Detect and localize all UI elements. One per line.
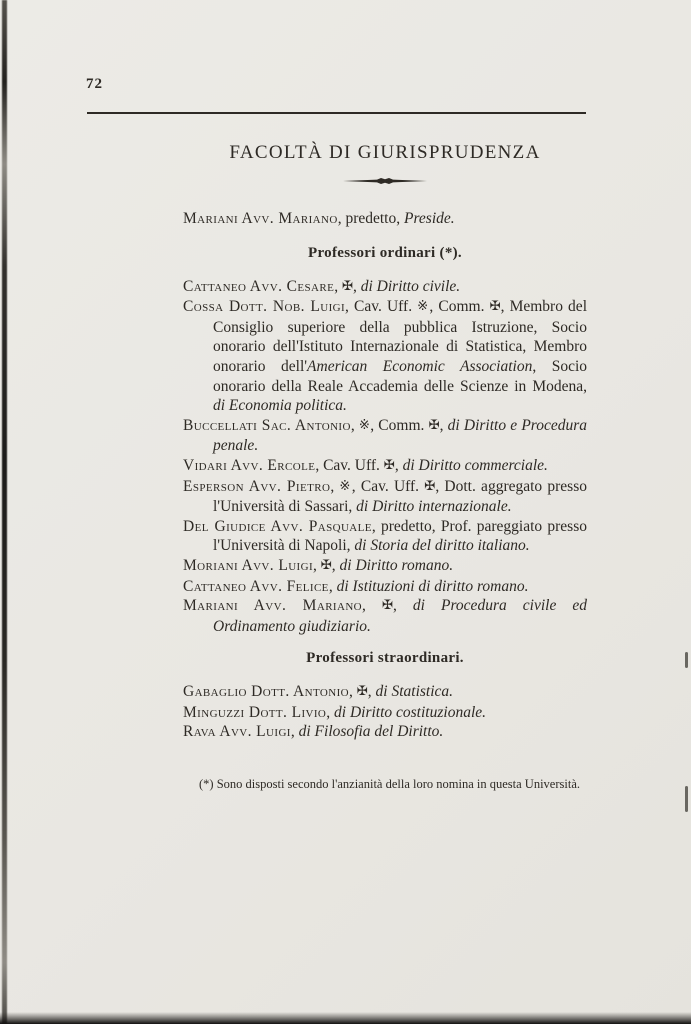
text-segment: di Filosofia del Diritto.	[298, 723, 444, 741]
text-segment: di Storia del diritto italiano.	[354, 537, 530, 555]
section-heading: Professori straordinari.	[306, 650, 464, 667]
text-segment: Rava Avv. Luigi	[183, 723, 291, 741]
decoration-symbol: ✠	[489, 299, 501, 315]
professor-entry	[183, 596, 587, 636]
text-segment: , Cav. Uff.	[351, 477, 425, 495]
text-segment: , Cav. Uff.	[345, 298, 418, 316]
decoration-symbol: ✠	[428, 417, 440, 433]
decoration-symbol: ※	[339, 478, 352, 494]
decoration-symbol: ✠	[424, 478, 436, 494]
text-segment: , Dott. aggregato presso l'Università di Sassari,	[213, 477, 587, 516]
text-segment: ,	[394, 456, 403, 474]
text-segment: , predetto,	[337, 210, 404, 227]
professor-entry	[183, 577, 587, 597]
text-segment: , Comm.	[429, 298, 490, 316]
text-segment: di Istituzioni di diritto romano.	[336, 577, 529, 595]
text-segment: Minguzzi Dott. Livio	[183, 703, 327, 721]
text-segment: di Statistica.	[375, 683, 454, 701]
text-segment: ,	[331, 556, 340, 574]
decoration-symbol: ✠	[381, 598, 393, 614]
decoration-symbol: ✠	[383, 457, 395, 473]
text-segment: , Socio onorario della Reale Accademia delle Scienze in Modena,	[213, 357, 588, 395]
text-segment: ,	[334, 277, 342, 295]
page-number: 72	[86, 76, 103, 92]
text-segment: Mariani Avv. Mariano	[183, 210, 338, 227]
decoration-symbol: ✠	[341, 278, 353, 294]
professor-section	[183, 245, 587, 637]
professor-entry	[183, 277, 587, 298]
text-segment: Mariani Avv. Mariano	[183, 597, 363, 615]
text-segment: ,	[326, 703, 335, 721]
text-segment: , Comm.	[370, 416, 429, 434]
page-binding-shadow	[2, 0, 7, 1024]
text-segment: ,	[330, 477, 340, 495]
professor-entry	[183, 477, 587, 517]
text-segment: ,	[328, 577, 337, 595]
text-segment: , Membro del Consiglio superiore della pubblica Istruzione, Socio onorario dell'Istituto Internazionale di Statistica, Membro onorario dell'	[213, 298, 587, 375]
page-title: FACOLTÀ DI GIURISPRUDENZA	[229, 142, 541, 163]
page-bottom-shadow	[0, 1012, 691, 1024]
text-segment: Gabaglio Dott. Antonio	[183, 683, 349, 701]
text-segment: di Procedura civile ed Ordinamento giudiziario.	[213, 597, 588, 635]
professor-entry	[183, 682, 587, 703]
scan-edge-mark	[685, 652, 688, 668]
text-segment: , predetto, Prof. pareggiato presso l'Università di Napoli,	[213, 517, 587, 555]
footnote: (*) Sono disposti secondo l'anzianità della loro nomina in questa Università.	[199, 777, 580, 792]
text-segment: di Diritto romano.	[339, 556, 454, 574]
text-segment: Vidari Avv. Ercole	[183, 456, 316, 474]
professor-entry	[183, 416, 587, 456]
text-segment: Cossa Dott. Nob. Luigi	[183, 298, 346, 316]
text-segment: di Diritto e Procedura penale.	[213, 416, 588, 455]
text-segment: di Diritto commerciale.	[402, 456, 548, 474]
decoration-symbol: ✠	[320, 557, 332, 573]
text-segment: di Economia politica.	[213, 397, 347, 415]
text-segment: ,	[367, 683, 376, 701]
professor-entry	[183, 703, 587, 723]
scan-edge-mark	[685, 786, 688, 812]
professor-entry	[183, 517, 587, 556]
text-segment: Preside.	[403, 210, 455, 227]
title-divider-ornament	[343, 177, 427, 185]
text-segment: Cattaneo Avv. Cesare	[183, 277, 335, 295]
text-segment: di Diritto internazionale.	[356, 498, 512, 516]
professor-section	[183, 650, 587, 742]
text-segment: ,	[313, 556, 321, 574]
text-segment: ,	[290, 723, 299, 741]
text-segment: ,	[362, 597, 382, 615]
sections	[183, 245, 587, 742]
professor-entry	[183, 456, 587, 477]
text-segment: ,	[349, 683, 357, 701]
text-segment: ,	[439, 416, 448, 434]
text-segment: American Economic Association	[307, 357, 533, 375]
decoration-symbol: ※	[417, 299, 430, 315]
text-segment: ,	[350, 416, 359, 434]
text-segment: Del Giudice Avv. Pasquale	[183, 517, 372, 535]
text-segment: di Diritto civile.	[360, 277, 461, 295]
professor-entry	[183, 722, 587, 742]
section-heading: Professori ordinari (*).	[308, 244, 462, 261]
divider-ornament-graphic	[343, 177, 427, 185]
preside-line	[183, 209, 587, 229]
text-segment: ,	[352, 277, 361, 295]
text-segment: Cattaneo Avv. Felice	[183, 577, 329, 595]
decoration-symbol: ✠	[356, 684, 368, 700]
text-segment: ,	[392, 597, 413, 615]
professor-entry	[183, 556, 587, 577]
text-segment: Esperson Avv. Pietro	[183, 477, 331, 495]
professor-entry	[183, 297, 587, 416]
header-rule	[87, 112, 586, 114]
text-segment: Moriani Avv. Luigi	[183, 556, 314, 574]
text-segment: Buccellati Sac. Antonio	[183, 416, 351, 434]
decoration-symbol: ※	[358, 417, 371, 433]
text-segment: di Diritto costituzionale.	[334, 703, 487, 721]
text-segment: , Cav. Uff.	[315, 456, 384, 474]
page-content	[183, 142, 587, 793]
